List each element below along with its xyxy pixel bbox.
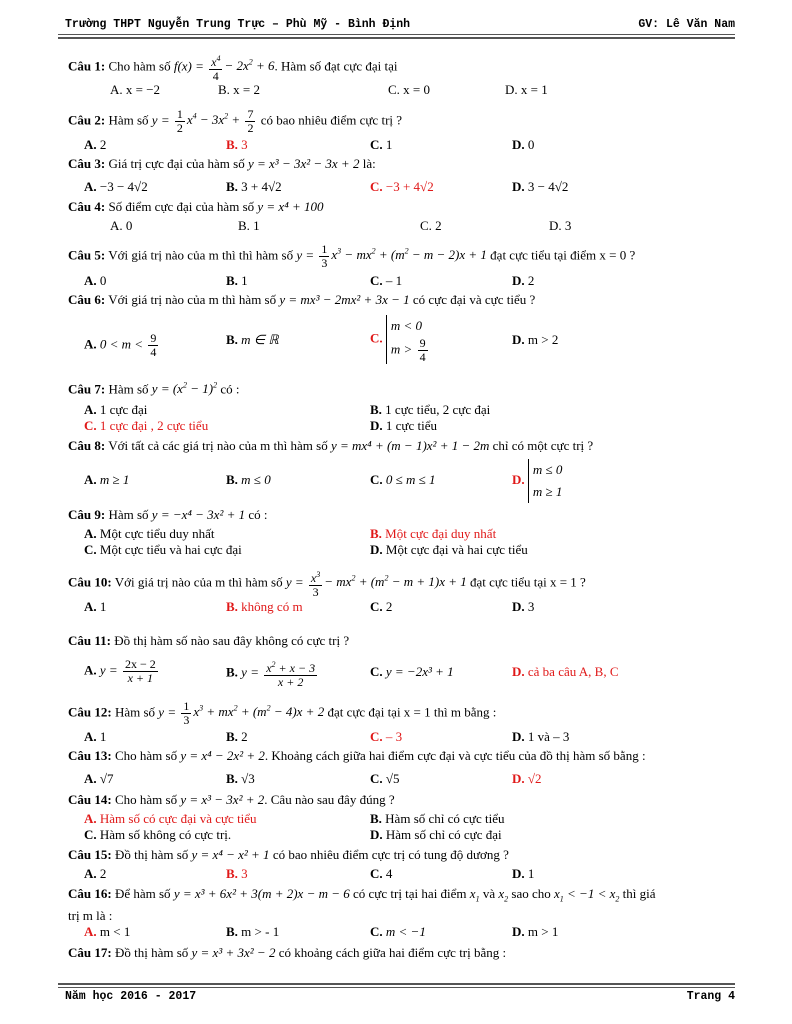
q6-option-a[interactable]: A. 0 < m < $\frac{9}{4}$ xyxy=(84,331,157,359)
q10-option-b[interactable]: B. không có m xyxy=(226,599,303,614)
question-15: Câu 15: Đồ thị hàm số y = x⁴ − x² + 1 có bao nhiêu điểm cực trị có tung độ dương ? xyxy=(68,847,509,862)
q7-option-c[interactable]: C. 1 cực đại , 2 cực tiểu xyxy=(84,418,209,433)
question-4: Câu 4: Số điểm cực đại của hàm số y = x⁴ + 100 xyxy=(68,199,324,214)
q5-option-b[interactable]: B. 1 xyxy=(226,273,248,288)
q5-option-d[interactable]: D. 2 xyxy=(512,273,535,288)
question-17: Câu 17: Đồ thị hàm số y = x³ + 3x² − 2 có khoảng cách giữa hai điểm cực trị bằng : xyxy=(68,945,507,960)
q8-option-c[interactable]: C. 0 ≤ m ≤ 1 xyxy=(370,472,436,487)
q1-option-c[interactable]: C. x = 0 xyxy=(388,82,431,97)
page-number: Trang 4 xyxy=(686,990,735,1003)
q4-option-a[interactable]: A. 0 xyxy=(110,218,133,233)
footer-rule xyxy=(58,987,735,988)
q8-option-b[interactable]: B. m ≤ 0 xyxy=(226,472,271,487)
header-rule-thick xyxy=(58,37,735,39)
q12-option-c[interactable]: C. – 3 xyxy=(370,729,403,744)
q15-option-d[interactable]: D. 1 xyxy=(512,866,535,881)
q11-option-b[interactable]: B. y = $\frac{x^2 + x - 3}{x + 2}$ xyxy=(226,660,316,689)
q10-option-d[interactable]: D. 3 xyxy=(512,599,535,614)
q12-option-d[interactable]: D. 1 và – 3 xyxy=(512,729,570,744)
q3-option-a[interactable]: A. −3 − 4√2 xyxy=(84,179,148,194)
q15-option-b[interactable]: B. 3 xyxy=(226,866,248,881)
q11-option-d[interactable]: D. cả ba câu A, B, C xyxy=(512,664,619,679)
header-rule xyxy=(58,34,735,35)
q11-option-c[interactable]: C. y = −2x³ + 1 xyxy=(370,664,454,679)
q9-option-b[interactable]: B. Một cực đại duy nhất xyxy=(370,526,497,541)
question-8: Câu 8: Với tất cả các giá trị nào của m thì hàm số y = mx⁴ + (m − 1)x² + 1 − 2m chỉ có một cực trị ? xyxy=(68,438,594,453)
q4-option-c[interactable]: C. 2 xyxy=(420,218,442,233)
q9-option-c[interactable]: C. Một cực tiểu và hai cực đại xyxy=(84,542,242,557)
footer-rule-thick xyxy=(58,983,735,985)
page-header xyxy=(65,14,735,32)
q15-option-a[interactable]: A. 2 xyxy=(84,866,107,881)
q6-option-b[interactable]: B. m ∈ ℝ xyxy=(226,332,279,347)
teacher-name: GV: Lê Văn Nam xyxy=(638,18,735,31)
q3-option-b[interactable]: B. 3 + 4√2 xyxy=(226,179,282,194)
question-11: Câu 11: Đồ thị hàm số nào sau đây không có cực trị ? xyxy=(68,633,350,648)
q16-option-d[interactable]: D. m > 1 xyxy=(512,924,559,939)
question-5: Câu 5: Với giá trị nào của m thì thì hàm số y = $\frac{1}{3}$ $x^3 - mx^2 + (m^2 - m - 2)x + 1$ đạt cực tiểu tại điểm x = 0 ? xyxy=(68,242,636,270)
question-14: Câu 14: Cho hàm số y = x³ − 3x² + 2. Câu nào sau đây đúng ? xyxy=(68,792,395,807)
q1-option-a[interactable]: A. x = −2 xyxy=(110,82,161,97)
question-2: Câu 2: Hàm số y = $\frac{1}{2}$ $x^4 - 3x^2$ + $\frac{7}{2}$ có bao nhiêu điểm cực trị ? xyxy=(68,107,403,135)
school-name: Trường THPT Nguyễn Trung Trực – Phù Mỹ - Bình Định xyxy=(65,18,411,31)
question-3: Câu 3: Giá trị cực đại của hàm số y = x³ − 3x² − 3x + 2 là: xyxy=(68,156,376,171)
q1-option-d[interactable]: D. x = 1 xyxy=(505,82,548,97)
q13-option-b[interactable]: B. √3 xyxy=(226,771,255,786)
q7-option-a[interactable]: A. 1 cực đại xyxy=(84,402,148,417)
q2-option-b[interactable]: B. 3 xyxy=(226,137,248,152)
q8-option-a[interactable]: A. m ≥ 1 xyxy=(84,472,130,487)
question-10: Câu 10: Với giá trị nào của m thì hàm số y = $\frac{x^3}{3}$ − $mx^2 + (m^2 - m + 1)x + 1$ đạt cực tiểu tại x = 1 ? xyxy=(68,570,586,599)
q14-option-a[interactable]: A. Hàm số có cực đại và cực tiểu xyxy=(84,811,257,826)
q15-option-c[interactable]: C. 4 xyxy=(370,866,393,881)
question-12: Câu 12: Hàm số y = $\frac{1}{3}$ $x^3 + mx^2 + (m^2 - 4)x + 2$ đạt cực đại tại x = 1 thì m bằng : xyxy=(68,699,497,727)
q3-option-d[interactable]: D. 3 − 4√2 xyxy=(512,179,569,194)
q2-option-a[interactable]: A. 2 xyxy=(84,137,107,152)
q13-option-d[interactable]: D. √2 xyxy=(512,771,542,786)
q16-option-a[interactable]: A. m < 1 xyxy=(84,924,131,939)
q8-option-d[interactable]: D. m ≤ 0 m ≥ 1 xyxy=(512,459,562,503)
question-1: Câu 1: Cho hàm số f(x) = $\frac{x^4}{4}$ − $2x^2 + 6$. Hàm số đạt cực đại tại xyxy=(68,54,398,83)
q12-option-b[interactable]: B. 2 xyxy=(226,729,248,744)
q5-option-c[interactable]: C. – 1 xyxy=(370,273,403,288)
q14-option-c[interactable]: C. Hàm số không có cực trị. xyxy=(84,827,232,842)
question-16-line-2: trị m là : xyxy=(68,908,113,923)
q4-option-d[interactable]: D. 3 xyxy=(549,218,572,233)
q7-option-d[interactable]: D. 1 cực tiểu xyxy=(370,418,437,433)
q11-option-a[interactable]: A. y = $\frac{2x - 2}{x + 1}$ xyxy=(84,657,156,685)
q16-option-c[interactable]: C. m < −1 xyxy=(370,924,426,939)
q9-option-a[interactable]: A. Một cực tiểu duy nhất xyxy=(84,526,215,541)
q10-option-a[interactable]: A. 1 xyxy=(84,599,107,614)
q12-option-a[interactable]: A. 1 xyxy=(84,729,107,744)
q14-option-d[interactable]: D. Hàm số chỉ có cực đại xyxy=(370,827,502,842)
q7-option-b[interactable]: B. 1 cực tiểu, 2 cực đại xyxy=(370,402,491,417)
page-footer xyxy=(65,990,735,1008)
q3-option-c[interactable]: C. −3 + 4√2 xyxy=(370,179,434,194)
q6-option-d[interactable]: D. m > 2 xyxy=(512,332,559,347)
q6-option-c[interactable]: C. m < 0 m > $\frac{9}{4}$ xyxy=(370,315,430,364)
q2-option-d[interactable]: D. 0 xyxy=(512,137,535,152)
question-16: Câu 16: Để hàm số y = x³ + 6x² + 3(m + 2)x − m − 6 có cực trị tại hai điểm $x_1$ và $x_2$ sao cho $x_1 < -1 < x_2$ thì giá xyxy=(68,886,656,904)
q5-option-a[interactable]: A. 0 xyxy=(84,273,107,288)
question-7: Câu 7: Hàm số $y = (x^2 - 1)^2$ có : xyxy=(68,381,240,397)
q10-option-c[interactable]: C. 2 xyxy=(370,599,393,614)
question-6: Câu 6: Với giá trị nào của m thì hàm số y = mx³ − 2mx² + 3x − 1 có cực đại và cực tiểu ? xyxy=(68,292,536,307)
school-year: Năm học 2016 - 2017 xyxy=(65,990,197,1003)
q13-option-a[interactable]: A. √7 xyxy=(84,771,114,786)
question-9: Câu 9: Hàm số y = −x⁴ − 3x² + 1 có : xyxy=(68,507,268,522)
question-13: Câu 13: Cho hàm số y = x⁴ − 2x² + 2. Khoảng cách giữa hai điểm cực đại và cực tiểu của đồ thị hàm số bằng : xyxy=(68,748,646,763)
q4-option-b[interactable]: B. 1 xyxy=(238,218,260,233)
q16-option-b[interactable]: B. m > - 1 xyxy=(226,924,280,939)
q9-option-d[interactable]: D. Một cực đại và hai cực tiểu xyxy=(370,542,528,557)
q2-option-c[interactable]: C. 1 xyxy=(370,137,393,152)
q14-option-b[interactable]: B. Hàm số chỉ có cực tiểu xyxy=(370,811,505,826)
q13-option-c[interactable]: C. √5 xyxy=(370,771,400,786)
q1-option-b[interactable]: B. x = 2 xyxy=(218,82,261,97)
